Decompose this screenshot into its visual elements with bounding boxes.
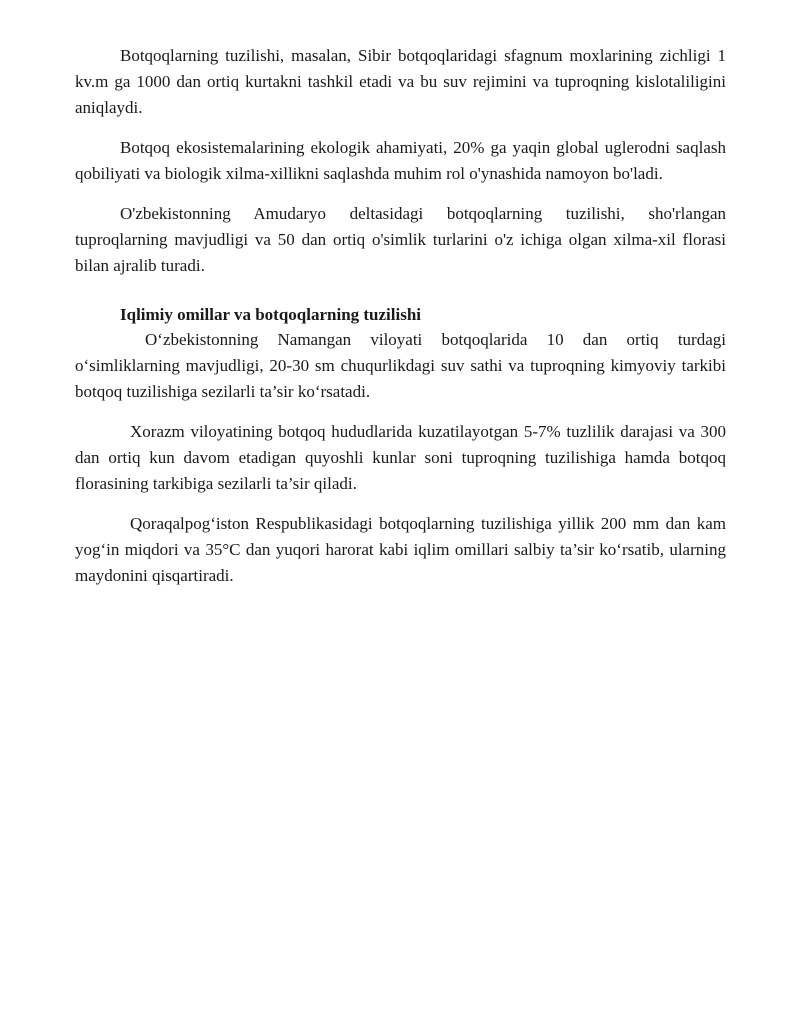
- paragraph-khorezm: Xorazm viloyatining botqoq hududlarida kuzatilayotgan 5-7% tuzlilik darajasi va 300 dan ortiq kun davom etadigan quyoshli kunlar soni tuproqning tuzilishiga hamda botqoq florasining tarkibiga sezilarli ta’sir qiladi.: [75, 422, 726, 493]
- paragraph-ecological-importance: Botqoq ekosistemalarining ekologik ahamiyati, 20% ga yaqin global uglerodni saqlash qobiliyati va biologik xilma-xillikni saqlashda muhim rol o'ynashida namoyon bo'ladi.: [75, 138, 726, 183]
- paragraph-namangan: O‘zbekistonning Namangan viloyati botqoqlarida 10 dan ortiq turdagi o‘simliklarning mavjudligi, 20-30 sm chuqurlikdagi suv sathi va tuproqning kimyoviy tarkibi botqoq tuzilishiga sezilarli ta’sir ko‘rsatadi.: [75, 330, 726, 401]
- document-page: [75, 43, 726, 589]
- section-heading: Iqlimiy omillar va botqoqlarning tuzilishi: [120, 305, 422, 324]
- paragraph-karakalpakstan: Qoraqalpog‘iston Respublikasidagi botqoqlarning tuzilishiga yillik 200 mm dan kam yog‘in miqdori va 35°C dan yuqori harorat kabi iqlim omillari salbiy ta’sir ko‘rsatib, ularning maydonini qisqartiradi.: [75, 514, 726, 585]
- paragraph-sphagnum-density: Botqoqlarning tuzilishi, masalan, Sibir botqoqlaridagi sfagnum moxlarining zichligi 1 kv.m ga 1000 dan ortiq kurtakni tashkil etadi va bu suv rejimini va tuproqning kislotaliligini aniqlaydi.: [75, 46, 726, 117]
- paragraph-amudarya-delta: O'zbekistonning Amudaryo deltasidagi botqoqlarning tuzilishi, sho'rlangan tuproqlarning mavjudligi va 50 dan ortiq o'simlik turlarini o'z ichiga olgan xilma-xil florasi bilan ajralib turadi.: [75, 204, 726, 275]
